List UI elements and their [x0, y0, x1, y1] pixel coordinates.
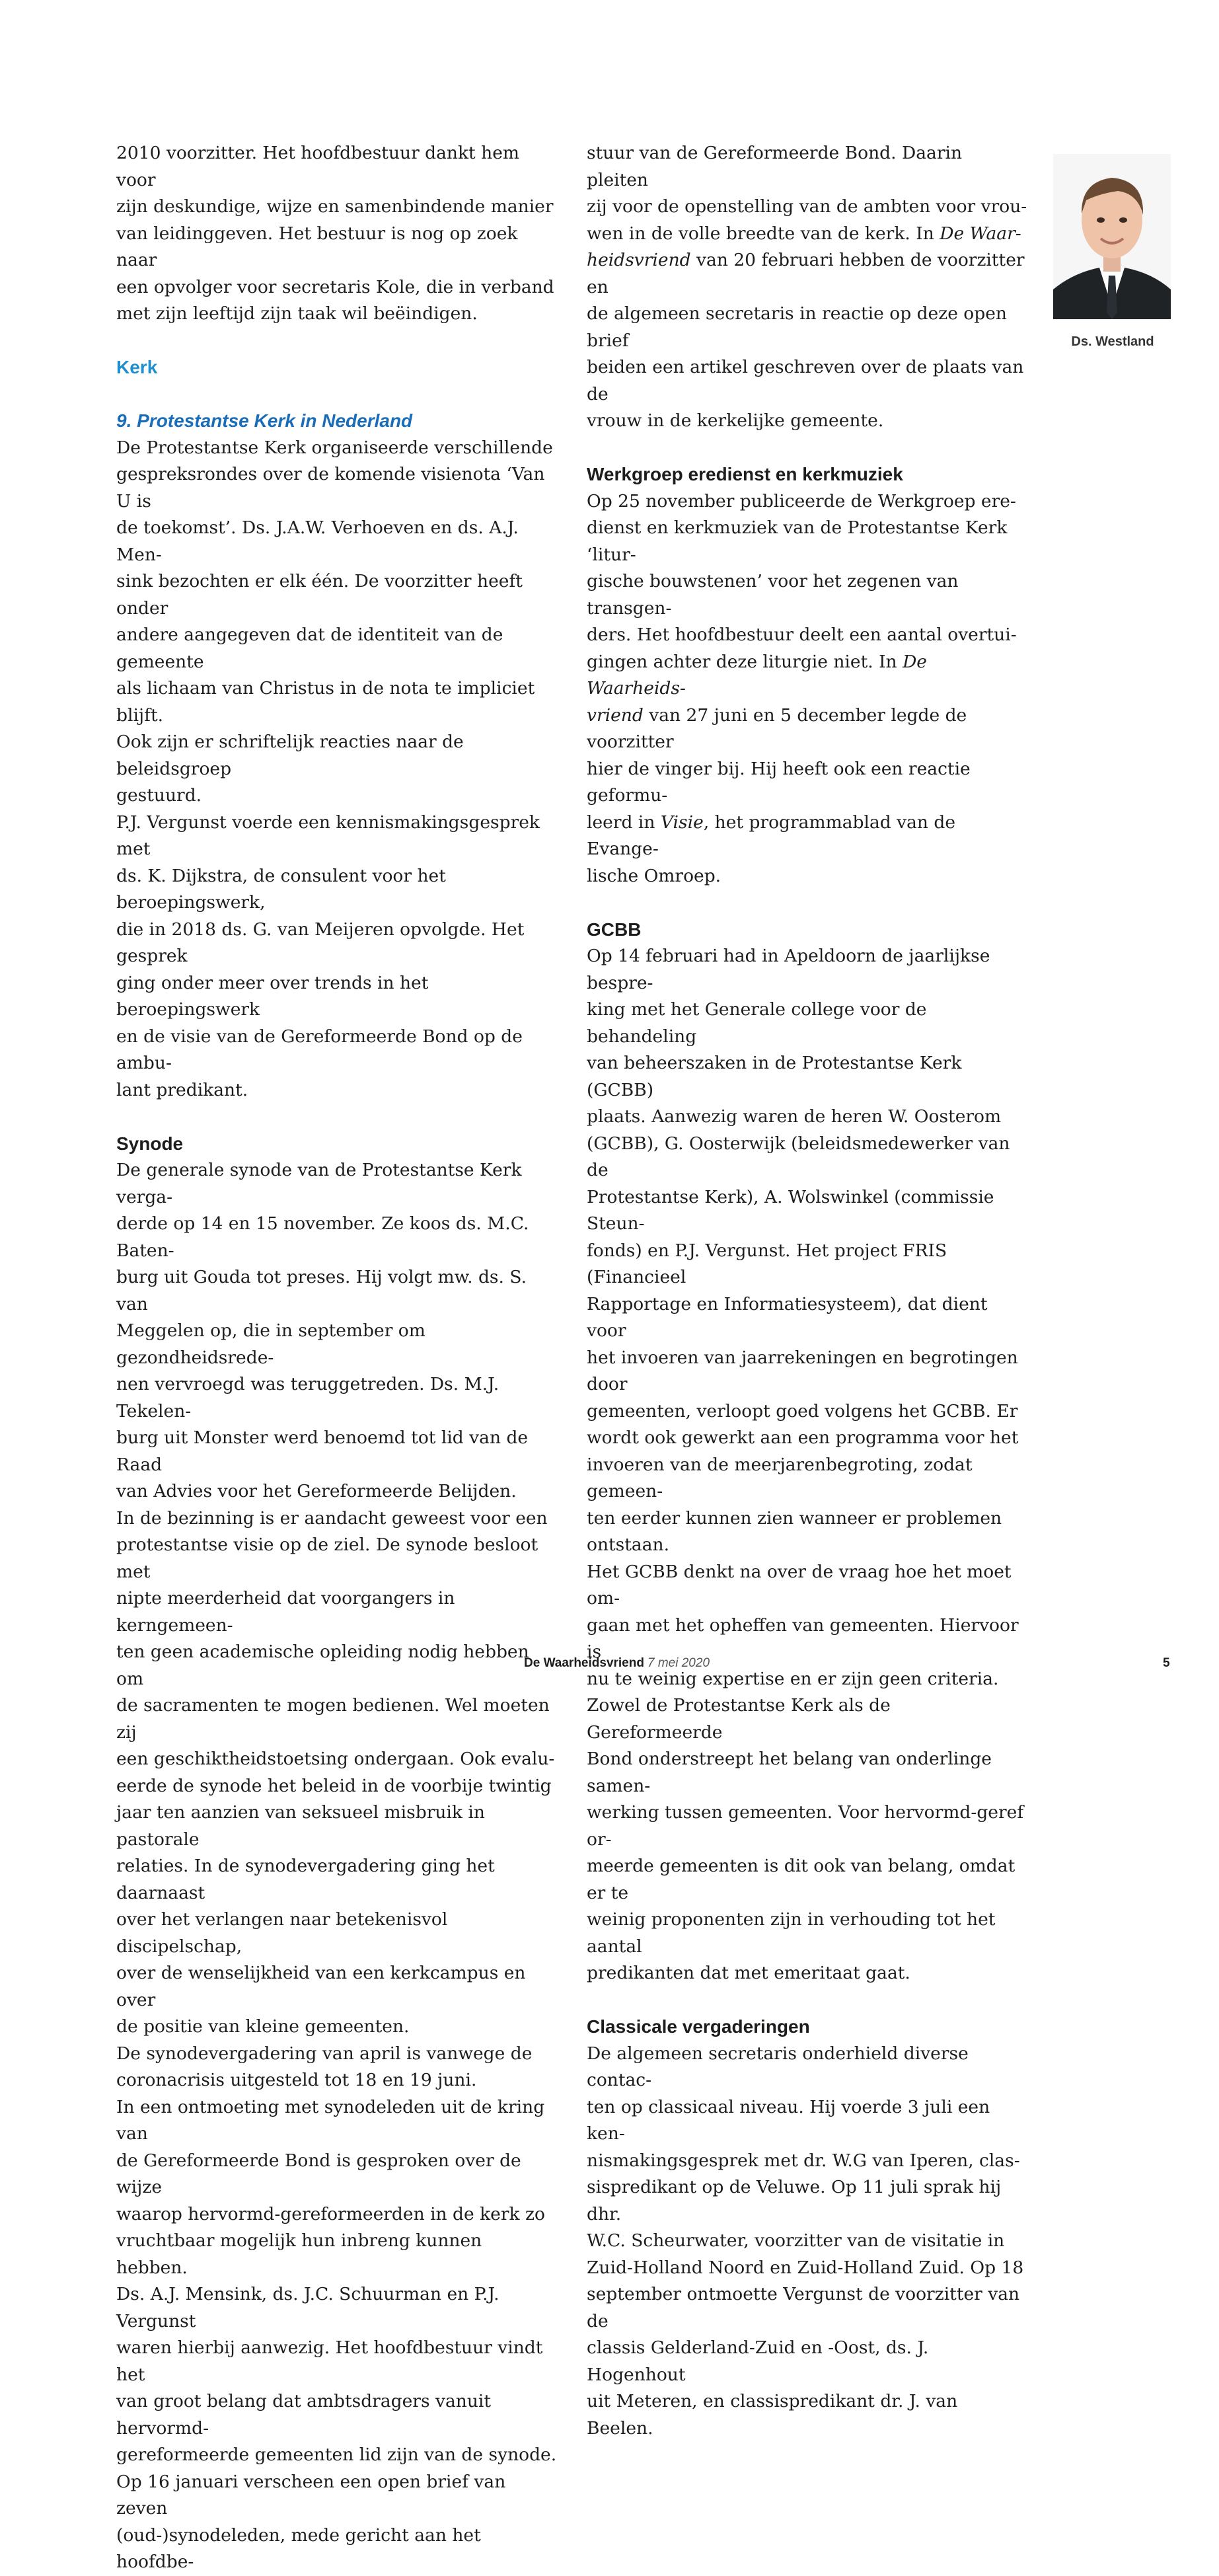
- photo-caption: Ds. Westland: [1071, 334, 1154, 349]
- classicale-heading: Classicale vergaderingen: [587, 2016, 810, 2037]
- gcbb-paragraph: Het GCBB denkt na over de vraag hoe het moet om- gaan met het opheffen van gemeenten. Hiervoor is nu te weinig expertise en er zijn geen criteria.: [587, 1561, 1019, 1689]
- right-column: [587, 140, 1028, 2442]
- intro-paragraph: 2010 voorzitter. Het hoofdbestuur dankt hem voor zijn deskundige, wijze en samenbindende manier van leidinggeven. Het bestuur is nog op zoek naar een opvolger voor secretaris Kole, die in verband met zijn leeftijd zijn taak wil beëindigen.: [116, 143, 554, 324]
- page-number: 5: [1163, 1656, 1170, 1670]
- synode-paragraph: In de bezinning is er aandacht geweest voor een protestantse visie op de ziel. De synode besloot met nipte meerderheid dat voorgangers in kerngemeen- ten geen academische opleiding nodig hebben om de sacramenten te mogen bedienen. Wel moeten zij een geschiktheidstoetsing ondergaan. Ook evalu- eerde de synode het beleid in de voorbije twintig jaar ten aanzien van seksueel misbruik in pastorale relaties. In de synodevergadering ging het daarnaast over het verlangen naar betekenisvol discipelschap, over de wenselijkheid van een kerkcampus en over de positie van kleine gemeenten.: [116, 1507, 555, 2037]
- gcbb-paragraph: Zowel de Protestantse Kerk als de Gereformeerde Bond onderstreept het belang van onderlinge samen- werking tussen gemeenten. Voor hervormd-geref or- meerde gemeenten is dit ook van belang, omdat er te weinig proponenten zijn in verhouding tot het aantal predikanten dat met emeritaat gaat.: [587, 1695, 1024, 1983]
- classicale-paragraph: De algemeen secretaris onderhield diverse contac- ten op classicaal niveau. Hij voerde 3 juli een ken- nismakingsgesprek met dr. W.G van Iperen, clas- sispredikant op de Veluwe. Op 11 juli sprak hij dhr. W.C. Scheurwater, voorzitter van de visitatie in Zuid-Holland Noord en Zuid-Holland Zuid. Op 18 september ontmoette Vergunst de voorzitter van de classis Gelderland-Zuid en -Oost, ds. J. Hogenhout uit Meteren, en classispredikant dr. J. van Beelen.: [587, 2043, 1024, 2439]
- pkn-heading: 9. Protestantse Kerk in Nederland: [116, 410, 413, 431]
- portrait-photo: [1053, 154, 1171, 319]
- pkn-paragraph: P.J. Vergunst voerde een kennismakingsgesprek met ds. K. Dijkstra, de consulent voor het beroepingswerk, die in 2018 ds. G. van Meijeren opvolgde. Het gesprek ging onder meer over trends in het beroepingswerk en de visie van de Gereformeerde Bond op de ambu- lant predikant.: [116, 812, 540, 1100]
- werkgroep-paragraph: Op 25 november publiceerde de Werkgroep ere- dienst en kerkmuziek van de Protestantse Kerk ‘litur- gische bouwstenen’ voor het zegenen van transgen- ders. Het hoofdbestuur deelt een aantal overtui- gingen achter deze liturgie niet. In De Waarheids- vriend van 27 juni en 5 december legde de voorzitter hier de vinger bij. Hij heeft ook een reactie geformu- leerd in Visie, het programmablad van de Evange- lische Omroep.: [587, 490, 1017, 886]
- issue-date: 7 mei 2020: [647, 1656, 710, 1670]
- werkgroep-heading: Werkgroep eredienst en kerkmuziek: [587, 464, 903, 484]
- pkn-paragraph: De Protestantse Kerk organiseerde verschillende gespreksrondes over de komende visienota ‘Van U is de toekomst’. Ds. J.A.W. Verhoeven en ds. A.J. Men- sink bezochten er elk één. De voorzitter heeft onder andere aangegeven dat de identiteit van de gemeente als lichaam van Christus in de nota te impliciet blijft. Ook zijn er schriftelijk reacties naar de beleidsgroep gestuurd.: [116, 437, 553, 806]
- gcbb-paragraph: Op 14 februari had in Apeldoorn de jaarlijkse bespre- king met het Generale college voor de behandeling van beheerszaken in de Protestantse Kerk (GCBB) plaats. Aanwezig waren de heren W. Oosterom (GCBB), G. Oosterwijk (beleidsmedewerker van de Protestantse Kerk), A. Wolswinkel (commissie Steun- fonds) en P.J. Vergunst. Het project FRIS (Financieel Rapportage en Informatiesysteem), dat dient voor het invoeren van jaarrekeningen en begrotingen door gemeenten, verloopt goed volgens het GCBB. Er wordt ook gewerkt aan een programma voor het invoeren van de meerjarenbegroting, zodat gemeen- ten eerder kunnen zien wanneer er problemen ontstaan.: [587, 946, 1019, 1555]
- synode-paragraph: In een ontmoeting met synodeleden uit de kring van de Gereformeerde Bond is gesproken over de wijze waarop hervormd-gereformeerden in de kerk zo vruchtbaar mogelijk hun inbreng kunnen hebben. Ds. A.J. Mensink, ds. J.C. Schuurman en P.J. Vergunst waren hierbij aanwezig. Het hoofdbestuur vindt het van groot belang dat ambtsdragers vanuit hervormd- gereformeerde gemeenten lid zijn van de synode.: [116, 2096, 557, 2465]
- synode-paragraph: Op 16 januari verscheen een open brief van zeven (oud-)synodeleden, mede gericht aan het hoofdbe-: [116, 2471, 506, 2572]
- continued-paragraph: stuur van de Gereformeerde Bond. Daarin pleiten zij voor de openstelling van de ambten voor vrou- wen in de volle breedte van de kerk. In De Waar- heidsvriend van 20 februari hebben de voorzitter en de algemeen secretaris in reactie op deze open brief beiden een artikel geschreven over de plaats van de vrouw in de kerkelijke gemeente.: [587, 143, 1027, 431]
- gcbb-heading: GCBB: [587, 919, 642, 940]
- publication-name: De Waarheidsvriend: [524, 1656, 644, 1670]
- synode-paragraph: De generale synode van de Protestantse Kerk verga- derde op 14 en 15 november. Ze koos ds. M.C. Baten- burg uit Gouda tot preses. Hij volgt mw. ds. S. van Meggelen op, die in september om gezondheidsrede- nen vervroegd was teruggetreden. Ds. M.J. Tekelen- burg uit Monster werd benoemd tot lid van de Raad van Advies voor het Gereformeerde Belijden.: [116, 1160, 529, 1501]
- left-column: [116, 140, 558, 2576]
- section-heading-kerk: Kerk: [116, 357, 158, 377]
- synode-paragraph: De synodevergadering van april is vanwege de coronacrisis uitgesteld tot 18 en 19 juni.: [116, 2043, 533, 2090]
- synode-heading: Synode: [116, 1133, 184, 1154]
- portrait-illustration: [1053, 154, 1171, 319]
